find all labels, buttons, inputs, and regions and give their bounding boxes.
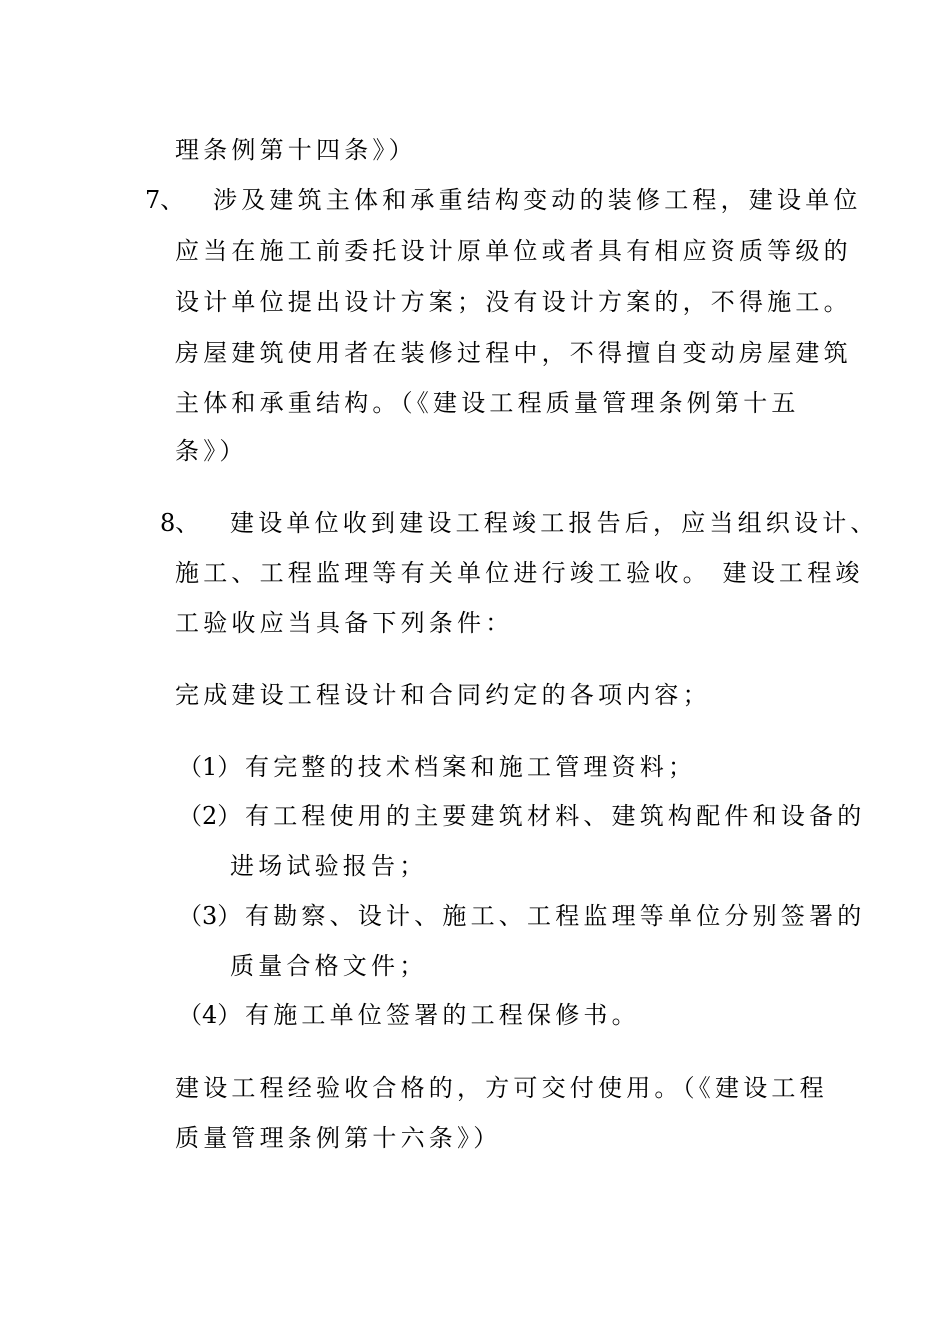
item-7-line-2: 应当在施工前委托设计原单位或者具有相应资质等级的 bbox=[175, 237, 852, 265]
condition-3-line-2: 质量合格文件； bbox=[230, 952, 428, 980]
condition-1-number: （1） bbox=[178, 753, 242, 781]
condition-2-line-1: 有工程使用的主要建筑材料、建筑构配件和设备的 bbox=[245, 802, 866, 830]
condition-3-line-1: 有勘察、设计、施工、工程监理等单位分别签署的 bbox=[245, 902, 866, 930]
closing-line-1: 建设工程经验收合格的，方可交付使用。（《建设工程 bbox=[175, 1074, 828, 1102]
item-7-line-4: 房屋建筑使用者在装修过程中，不得擅自变动房屋建筑 bbox=[175, 339, 852, 367]
item-7-line-6: 条》） bbox=[175, 437, 248, 465]
item-7-line-5: 主体和承重结构。（《建设工程质量管理条例第十五 bbox=[175, 389, 800, 417]
item-7-line-3: 设计单位提出设计方案；没有设计方案的，不得施工。 bbox=[175, 288, 852, 316]
item-7-line-1: 涉及建筑主体和承重结构变动的装修工程，建设单位 bbox=[213, 186, 862, 214]
item-8-line-1: 建设单位收到建设工程竣工报告后，应当组织设计、 bbox=[230, 509, 879, 537]
condition-4-number: （4） bbox=[178, 1001, 242, 1029]
item-8-line-3: 工验收应当具备下列条件： bbox=[175, 609, 514, 637]
item-8-line-2: 施工、工程监理等有关单位进行竣工验收。 建设工程竣 bbox=[175, 559, 864, 587]
item-8-number: 8、 bbox=[160, 509, 200, 537]
intro-tail-line: 理条例第十四条》） bbox=[175, 136, 417, 164]
condition-2-line-2: 进场试验报告； bbox=[230, 852, 428, 880]
condition-1-line-1: 有完整的技术档案和施工管理资料； bbox=[245, 753, 697, 781]
condition-intro: 完成建设工程设计和合同约定的各项内容； bbox=[175, 681, 711, 709]
condition-4-line-1: 有施工单位签署的工程保修书。 bbox=[245, 1001, 640, 1029]
condition-2-number: （2） bbox=[178, 802, 242, 830]
item-7-number: 7、 bbox=[145, 186, 185, 214]
closing-line-2: 质量管理条例第十六条》） bbox=[175, 1124, 502, 1152]
condition-3-number: （3） bbox=[178, 902, 242, 930]
